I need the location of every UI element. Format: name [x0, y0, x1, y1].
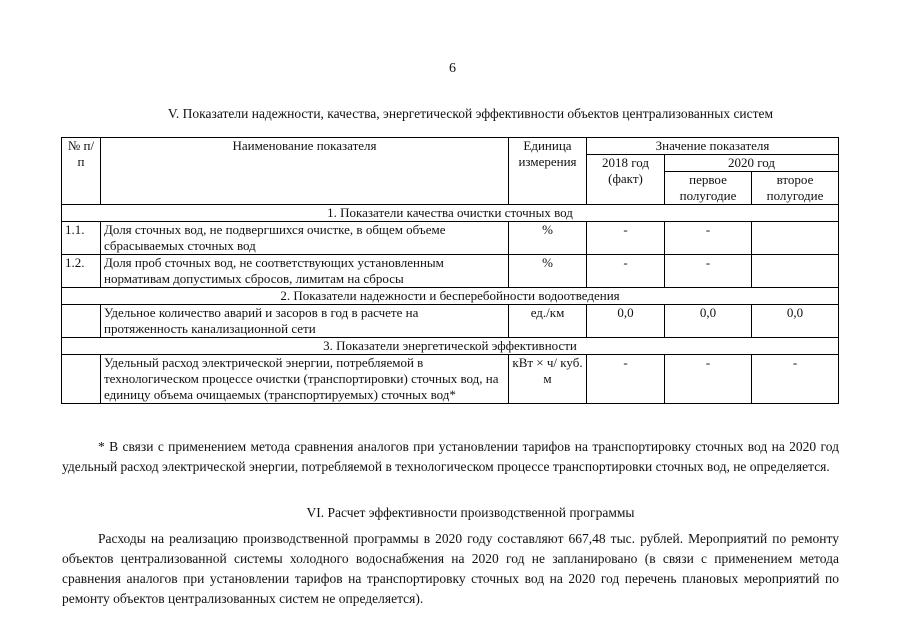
- row-num: [62, 355, 101, 404]
- header-2018: 2018 год (факт): [587, 155, 665, 205]
- page-number: 6: [449, 61, 456, 76]
- row-name: Удельный расход электрической энергии, потребляемой в технологическом процессе очистки (транспортировки) сточных вод, на единицу объема очищаемых (транспортируемых) сточных вод*: [101, 355, 509, 404]
- header-unit: Единица измерения: [509, 138, 587, 205]
- row-value-2018: 0,0: [587, 305, 665, 338]
- table-row: [62, 305, 839, 338]
- row-value-h2: [752, 255, 839, 288]
- header-name: Наименование показателя: [101, 138, 509, 205]
- row-num: 1.2.: [62, 255, 101, 288]
- header-first-half: первое полугодие: [665, 172, 752, 205]
- section-vi-title: VI. Расчет эффективности производственной программы: [306, 505, 635, 520]
- row-unit: кВт × ч/ куб. м: [509, 355, 587, 404]
- table-row: [62, 355, 839, 404]
- indicators-table: [61, 137, 839, 404]
- row-value-h1: -: [665, 222, 752, 255]
- row-name: Удельное количество аварий и засоров в год в расчете на протяженность канализационной сети: [101, 305, 509, 338]
- row-value-h1: -: [665, 355, 752, 404]
- row-unit: %: [509, 255, 587, 288]
- group-title-energy: 3. Показатели энергетической эффективности: [62, 338, 839, 355]
- row-value-2018: -: [587, 355, 665, 404]
- header-value: Значение показателя: [587, 138, 839, 155]
- row-value-h2: -: [752, 355, 839, 404]
- section-vi-paragraph: Расходы на реализацию производственной программы в 2020 году составляют 667,48 тыс. рублей. Мероприятий по ремонту объектов централизованной системы холодного водоснабжения на 2020 год не запланировано (в связи с применением метода сравнения аналогов при установлении тарифов на транспортировку сточных вод на 2020 год перечень плановых мероприятий по ремонту объектов централизованных систем не определяется).: [62, 531, 839, 606]
- header-second-half: второе полугодие: [752, 172, 839, 205]
- header-2020: 2020 год: [665, 155, 839, 172]
- row-value-h1: -: [665, 255, 752, 288]
- row-unit: %: [509, 222, 587, 255]
- row-value-2018: -: [587, 222, 665, 255]
- header-num: № п/п: [62, 138, 101, 205]
- section-v-title: V. Показатели надежности, качества, энергетической эффективности объектов централизованных систем: [167, 106, 774, 121]
- row-name: Доля проб сточных вод, не соответствующих установленным нормативам допустимых сбросов, лимитам на сбросы: [101, 255, 509, 288]
- group-title-quality: 1. Показатели качества очистки сточных вод: [62, 205, 839, 222]
- row-value-h2: 0,0: [752, 305, 839, 338]
- row-value-h1: 0,0: [665, 305, 752, 338]
- row-value-h2: [752, 222, 839, 255]
- row-name: Доля сточных вод, не подвергшихся очистке, в общем объеме сбрасываемых сточных вод: [101, 222, 509, 255]
- table-row: [62, 222, 839, 255]
- row-unit: ед./км: [509, 305, 587, 338]
- row-value-2018: -: [587, 255, 665, 288]
- row-num: [62, 305, 101, 338]
- table-row: [62, 255, 839, 288]
- footnote: * В связи с применением метода сравнения аналогов при установлении тарифов на транспортировку сточных вод на 2020 год удельный расход электрической энергии, потребляемой в технологическом процессе транспортировки сточных вод, не определяется.: [62, 439, 839, 474]
- group-title-reliability: 2. Показатели надежности и бесперебойности водоотведения: [62, 288, 839, 305]
- row-num: 1.1.: [62, 222, 101, 255]
